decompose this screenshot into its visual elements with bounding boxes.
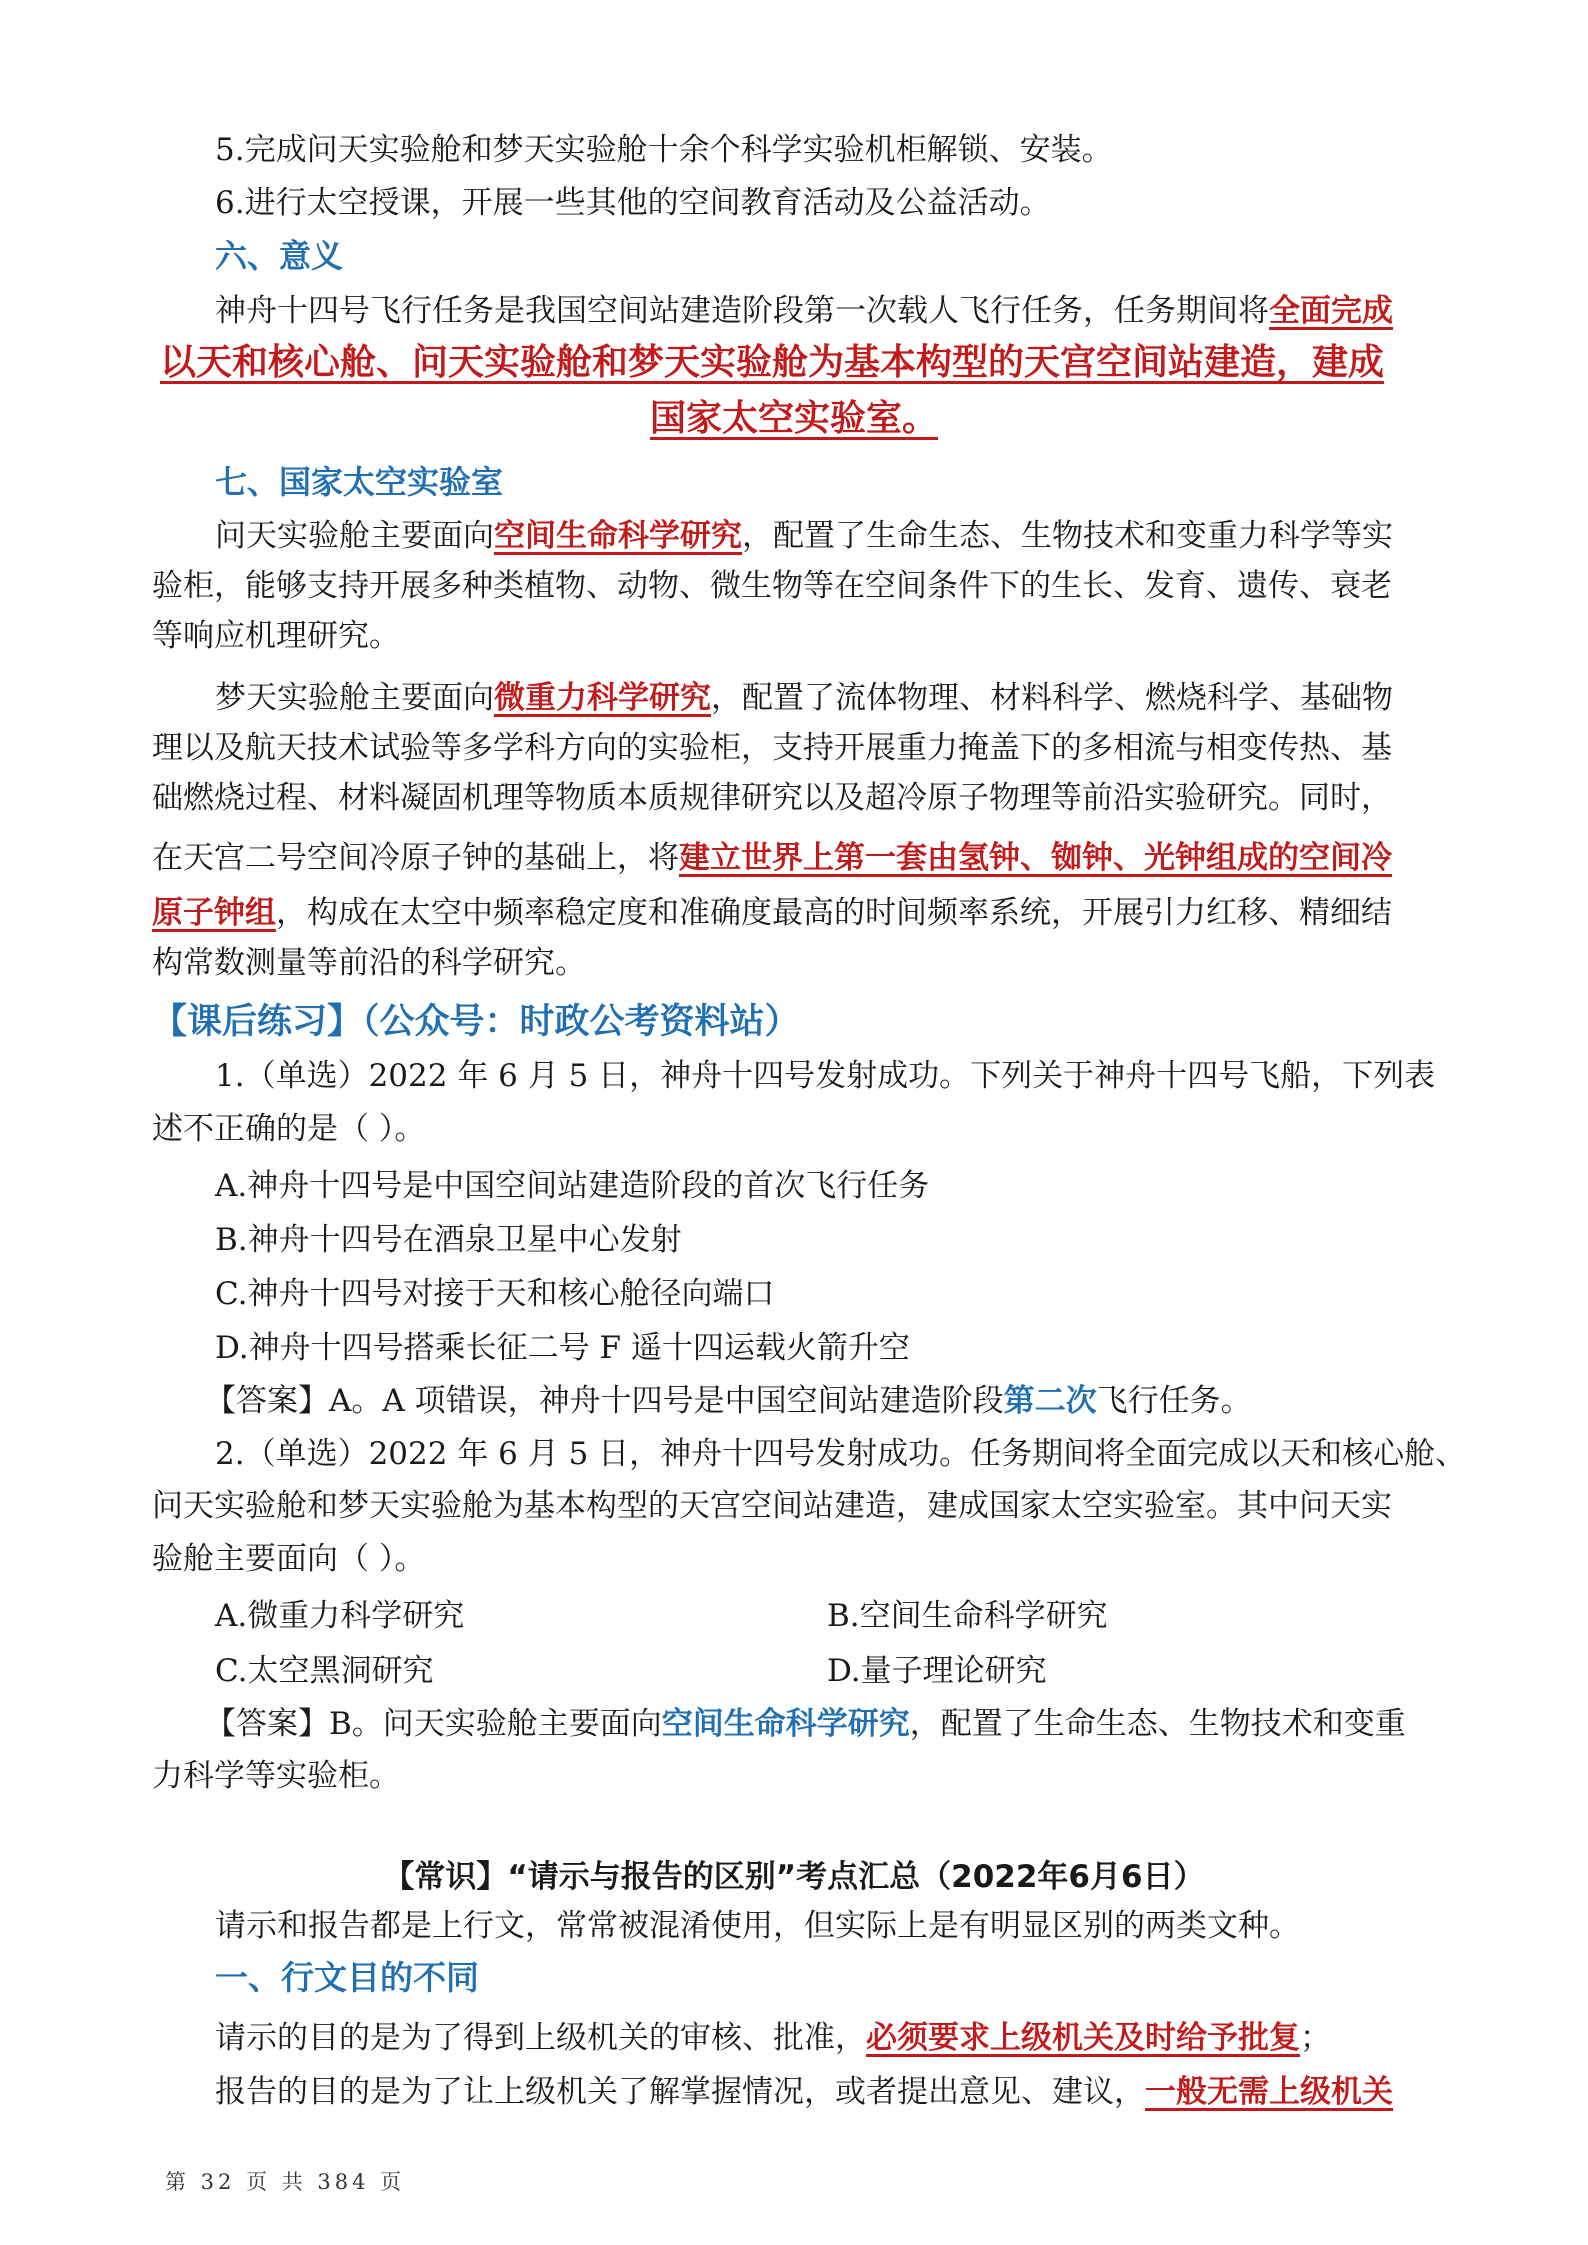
significance-highlight-start: 全面完成 bbox=[1269, 293, 1393, 329]
q1-line2: 述不正确的是（ ）。 bbox=[152, 1111, 426, 1147]
q1-answer: 【答案】A。A 项错误，神舟十四号是中国空间站建造阶段第二次飞行任务。 bbox=[205, 1383, 1252, 1419]
report-highlight: 一般无需上级机关 bbox=[1145, 2074, 1393, 2110]
knowledge-intro: 请示和报告都是上行文，常常被混淆使用，但实际上是有明显区别的两类文种。 bbox=[215, 1908, 1300, 1944]
q2-answer-line2: 力科学等实验柜。 bbox=[152, 1758, 400, 1794]
q1-option-d: D.神舟十四号搭乘长征二号 F 遥十四运载火箭升空 bbox=[215, 1330, 910, 1366]
paragraph-task-6: 6.进行太空授课，开展一些其他的空间教育活动及公益活动。 bbox=[215, 185, 1051, 221]
wentian-line1: 问天实验舱主要面向空间生命科学研究，配置了生命生态、生物技术和变重力科学等实 bbox=[215, 518, 1393, 554]
significance-text: 神舟十四号飞行任务是我国空间站建造阶段第一次载人飞行任务，任务期间将 bbox=[215, 293, 1269, 329]
q1-option-c: C.神舟十四号对接于天和核心舱径向端口 bbox=[215, 1276, 775, 1312]
q1-option-b: B.神舟十四号在酒泉卫星中心发射 bbox=[215, 1222, 682, 1258]
page-footer: 第 32 页 共 384 页 bbox=[165, 2170, 406, 2194]
clock-highlight-a: 建立世界上第一套由氢钟、铷钟、光钟组成的空间冷 bbox=[679, 840, 1392, 876]
heading-significance: 六、意义 bbox=[215, 237, 344, 275]
q1-option-a: A.神舟十四号是中国空间站建造阶段的首次飞行任务 bbox=[215, 1168, 930, 1204]
exercise-title: 【课后练习】（公众号：时政公考资料站） bbox=[152, 1002, 800, 1042]
purpose-report: 报告的目的是为了让上级机关了解掌握情况，或者提出意见、建议，一般无需上级机关 bbox=[215, 2074, 1393, 2110]
mengtian-line5: 原子钟组，构成在太空中频率稳定度和准确度最高的时间频率系统，开展引力红移、精细结 bbox=[152, 895, 1392, 931]
q2-option-c: C.太空黑洞研究 bbox=[215, 1653, 434, 1689]
q1-line1: 1.（单选）2022 年 6 月 5 日，神舟十四号发射成功。下列关于神舟十四号飞船，下列表 bbox=[215, 1058, 1436, 1094]
mengtian-line3: 础燃烧过程、材料凝固机理等物质本质规律研究以及超冷原子物理等前沿实验研究。同时， bbox=[152, 780, 1392, 816]
wentian-line3: 等响应机理研究。 bbox=[152, 618, 400, 654]
wentian-highlight: 空间生命科学研究 bbox=[494, 518, 742, 554]
heading-lab: 七、国家太空实验室 bbox=[215, 463, 504, 501]
significance-highlight-line2: 以天和核心舱、问天实验舱和梦天实验舱为基本构型的天宫空间站建造，建成 bbox=[160, 342, 1385, 383]
clock-highlight-b: 原子钟组 bbox=[152, 895, 276, 931]
request-highlight: 必须要求上级机关及时给予批复 bbox=[866, 2020, 1300, 2056]
q2-answer-highlight: 空间生命科学研究 bbox=[661, 1706, 910, 1742]
q2-option-a: A.微重力科学研究 bbox=[215, 1598, 465, 1634]
mengtian-line2: 理以及航天技术试验等多学科方向的实验柜，支持开展重力掩盖下的多相流与相变传热、基 bbox=[152, 730, 1392, 766]
significance-highlight-line3: 国家太空实验室。 bbox=[650, 398, 939, 439]
paragraph-significance-line1 bbox=[215, 285, 1393, 338]
q2-option-b: B.空间生命科学研究 bbox=[827, 1598, 1108, 1634]
paragraph-task-5: 5.完成问天实验舱和梦天实验舱十余个科学实验机柜解锁、安装。 bbox=[215, 132, 1113, 168]
mengtian-line1: 梦天实验舱主要面向微重力科学研究，配置了流体物理、材料科学、燃烧科学、基础物 bbox=[215, 680, 1393, 716]
q2-line2: 问天实验舱和梦天实验舱为基本构型的天宫空间站建造，建成国家太空实验室。其中问天实 bbox=[152, 1488, 1392, 1524]
q1-answer-highlight: 第二次 bbox=[1003, 1383, 1097, 1419]
mengtian-line6: 构常数测量等前沿的科学研究。 bbox=[152, 945, 586, 981]
purpose-request: 请示的目的是为了得到上级机关的审核、批准，必须要求上级机关及时给予批复； bbox=[215, 2020, 1331, 2056]
heading-purpose: 一、行文目的不同 bbox=[215, 1958, 479, 1997]
q2-line1: 2.（单选）2022 年 6 月 5 日，神舟十四号发射成功。任务期间将全面完成以天和核心舱、 bbox=[215, 1436, 1467, 1472]
q2-answer-line1: 【答案】B。问天实验舱主要面向空间生命科学研究，配置了生命生态、生物技术和变重 bbox=[205, 1706, 1406, 1742]
q2-option-d: D.量子理论研究 bbox=[827, 1653, 1047, 1689]
q2-line3: 验舱主要面向（ ）。 bbox=[152, 1541, 426, 1577]
mengtian-line4: 在天宫二号空间冷原子钟的基础上，将建立世界上第一套由氢钟、铷钟、光钟组成的空间冷 bbox=[152, 840, 1392, 876]
mengtian-highlight: 微重力科学研究 bbox=[494, 680, 711, 716]
wentian-line2: 验柜，能够支持开展多种类植物、动物、微生物等在空间条件下的生长、发育、遗传、衰老 bbox=[152, 568, 1392, 604]
knowledge-title: 【常识】“请示与报告的区别”考点汇总（2022年6月6日） bbox=[383, 1859, 1205, 1895]
